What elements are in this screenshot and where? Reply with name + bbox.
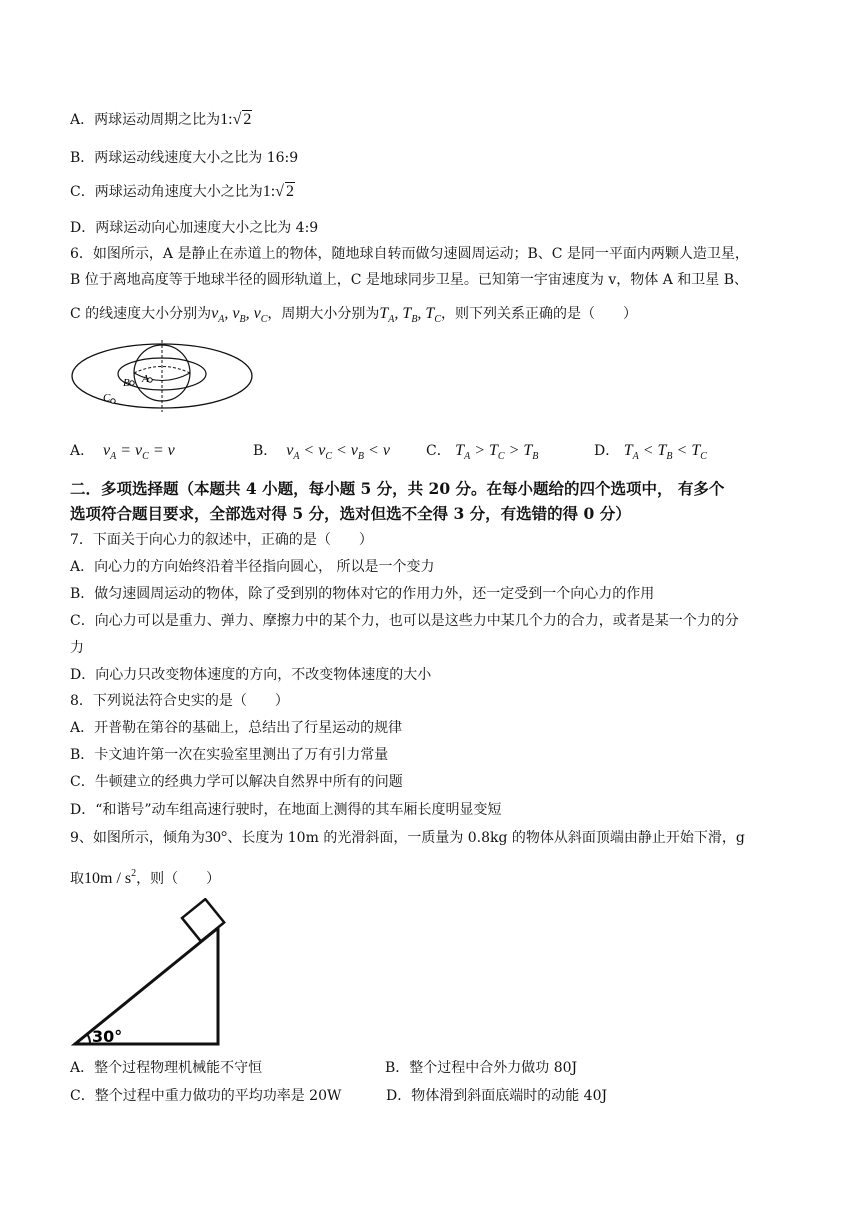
sqrt-icon: √ 2 <box>275 183 294 200</box>
q5-option-a-text: A．两球运动周期之比为 <box>70 112 221 128</box>
q6-stem-line3: C 的线速度大小分别为$v_A$, $v_B$, $v_C$，周期大小分别为$T_A$, $T_B$, $T_C$，则下列关系正确的是（ ） <box>70 305 637 325</box>
orbit-diagram <box>66 338 256 414</box>
q6-option-b: B． $v_A < v_C < v_B < v$ <box>253 442 390 462</box>
q7-option-a: A．向心力的方向始终沿着半径指向圆心， 所以是一个变力 <box>70 559 435 575</box>
q9-stem-line2: 取$10m / s^2$，则（ ） <box>70 868 221 887</box>
q5-option-d: D．两球运动向心加速度大小之比为 4:9 <box>70 220 319 236</box>
q5-option-c-math: 1: <box>262 183 276 200</box>
q9-option-b: B．整个过程中合外力做功 80J <box>385 1060 578 1076</box>
q7-option-b: B．做匀速圆周运动的物体，除了受到别的物体对它的作用力外，还一定受到一个向心力的作用 <box>70 586 655 602</box>
q6-option-d: D． $T_A < T_B < T_C$ <box>594 442 707 462</box>
label-c: C <box>103 392 111 404</box>
q6-stem-line1: 6．如图所示，A 是静止在赤道上的物体，随地球自转而做匀速圆周运动；B、C 是同一平面内两颗人造卫星， <box>70 246 749 262</box>
sqrt-icon: √ 2 <box>232 111 252 128</box>
angle-label: 30° <box>92 1027 123 1046</box>
q8-option-d: D．“和谐号”动车组高速行驶时，在地面上测得的其车厢长度明显变短 <box>70 802 502 818</box>
q8-option-c: C．牛顿建立的经典力学可以解决自然界中所有的问题 <box>70 774 403 790</box>
q7-stem: 7．下面关于向心力的叙述中，正确的是（ ） <box>70 532 373 548</box>
q6-stem-line2: B 位于离地高度等于地球半径的圆形轨道上，C 是地球同步卫星。已知第一宇宙速度为 v，物体 A 和卫星 B、 <box>70 272 749 288</box>
q7-option-c2: 力 <box>70 640 84 656</box>
q5-option-b: B．两球运动线速度大小之比为 16:9 <box>70 150 299 166</box>
q5-option-c-text: C．两球运动角速度大小之比为 <box>70 184 263 200</box>
label-a: A <box>142 373 149 385</box>
label-b: B <box>123 377 130 389</box>
q5-option-c <box>70 182 295 202</box>
q7-option-c1: C．向心力可以是重力、弹力、摩擦力中的某个力，也可以是这些力中某几个力的合力，或者是某一个力的分 <box>70 613 739 629</box>
q9-stem-line1: 9、如图所示，倾角为30°、长度为 10m 的光滑斜面，一质量为 0.8kg 的物体从斜面顶端由静止开始下滑，g <box>70 829 745 846</box>
q9-option-a: A．整个过程物理机械能不守恒 <box>70 1060 263 1076</box>
section2-header-line2: 选项符合题目要求，全部选对得 5 分，选对但选不全得 3 分，有选错的得 0 分） <box>70 504 631 523</box>
q9-option-d: D．物体滑到斜面底端时的动能 40J <box>386 1088 608 1104</box>
q6-option-a: A． $v_A = v_C = v$ <box>70 442 175 462</box>
q7-option-d: D．向心力只改变物体速度的方向，不改变物体速度的大小 <box>70 667 432 683</box>
q9-option-c: C．整个过程中重力做功的平均功率是 20W <box>70 1088 342 1104</box>
q8-stem: 8．下列说法符合史实的是（ ） <box>70 693 289 709</box>
q5-option-a-math: 1: <box>220 111 233 128</box>
point-b <box>130 381 134 385</box>
q8-option-a: A．开普勒在第谷的基础上，总结出了行星运动的规律 <box>70 720 403 736</box>
incline-diagram <box>70 898 230 1048</box>
point-c <box>111 399 115 403</box>
q5-option-a <box>70 110 252 130</box>
q8-option-b: B．卡文迪许第一次在实验室里测出了万有引力常量 <box>70 747 389 763</box>
section2-header-line1: 二．多项选择题（本题共 4 小题，每小题 5 分，共 20 分。在每小题给的四个选项中， 有多个 <box>70 479 725 498</box>
q6-option-c: C． $T_A > T_C > T_B$ <box>426 442 539 462</box>
